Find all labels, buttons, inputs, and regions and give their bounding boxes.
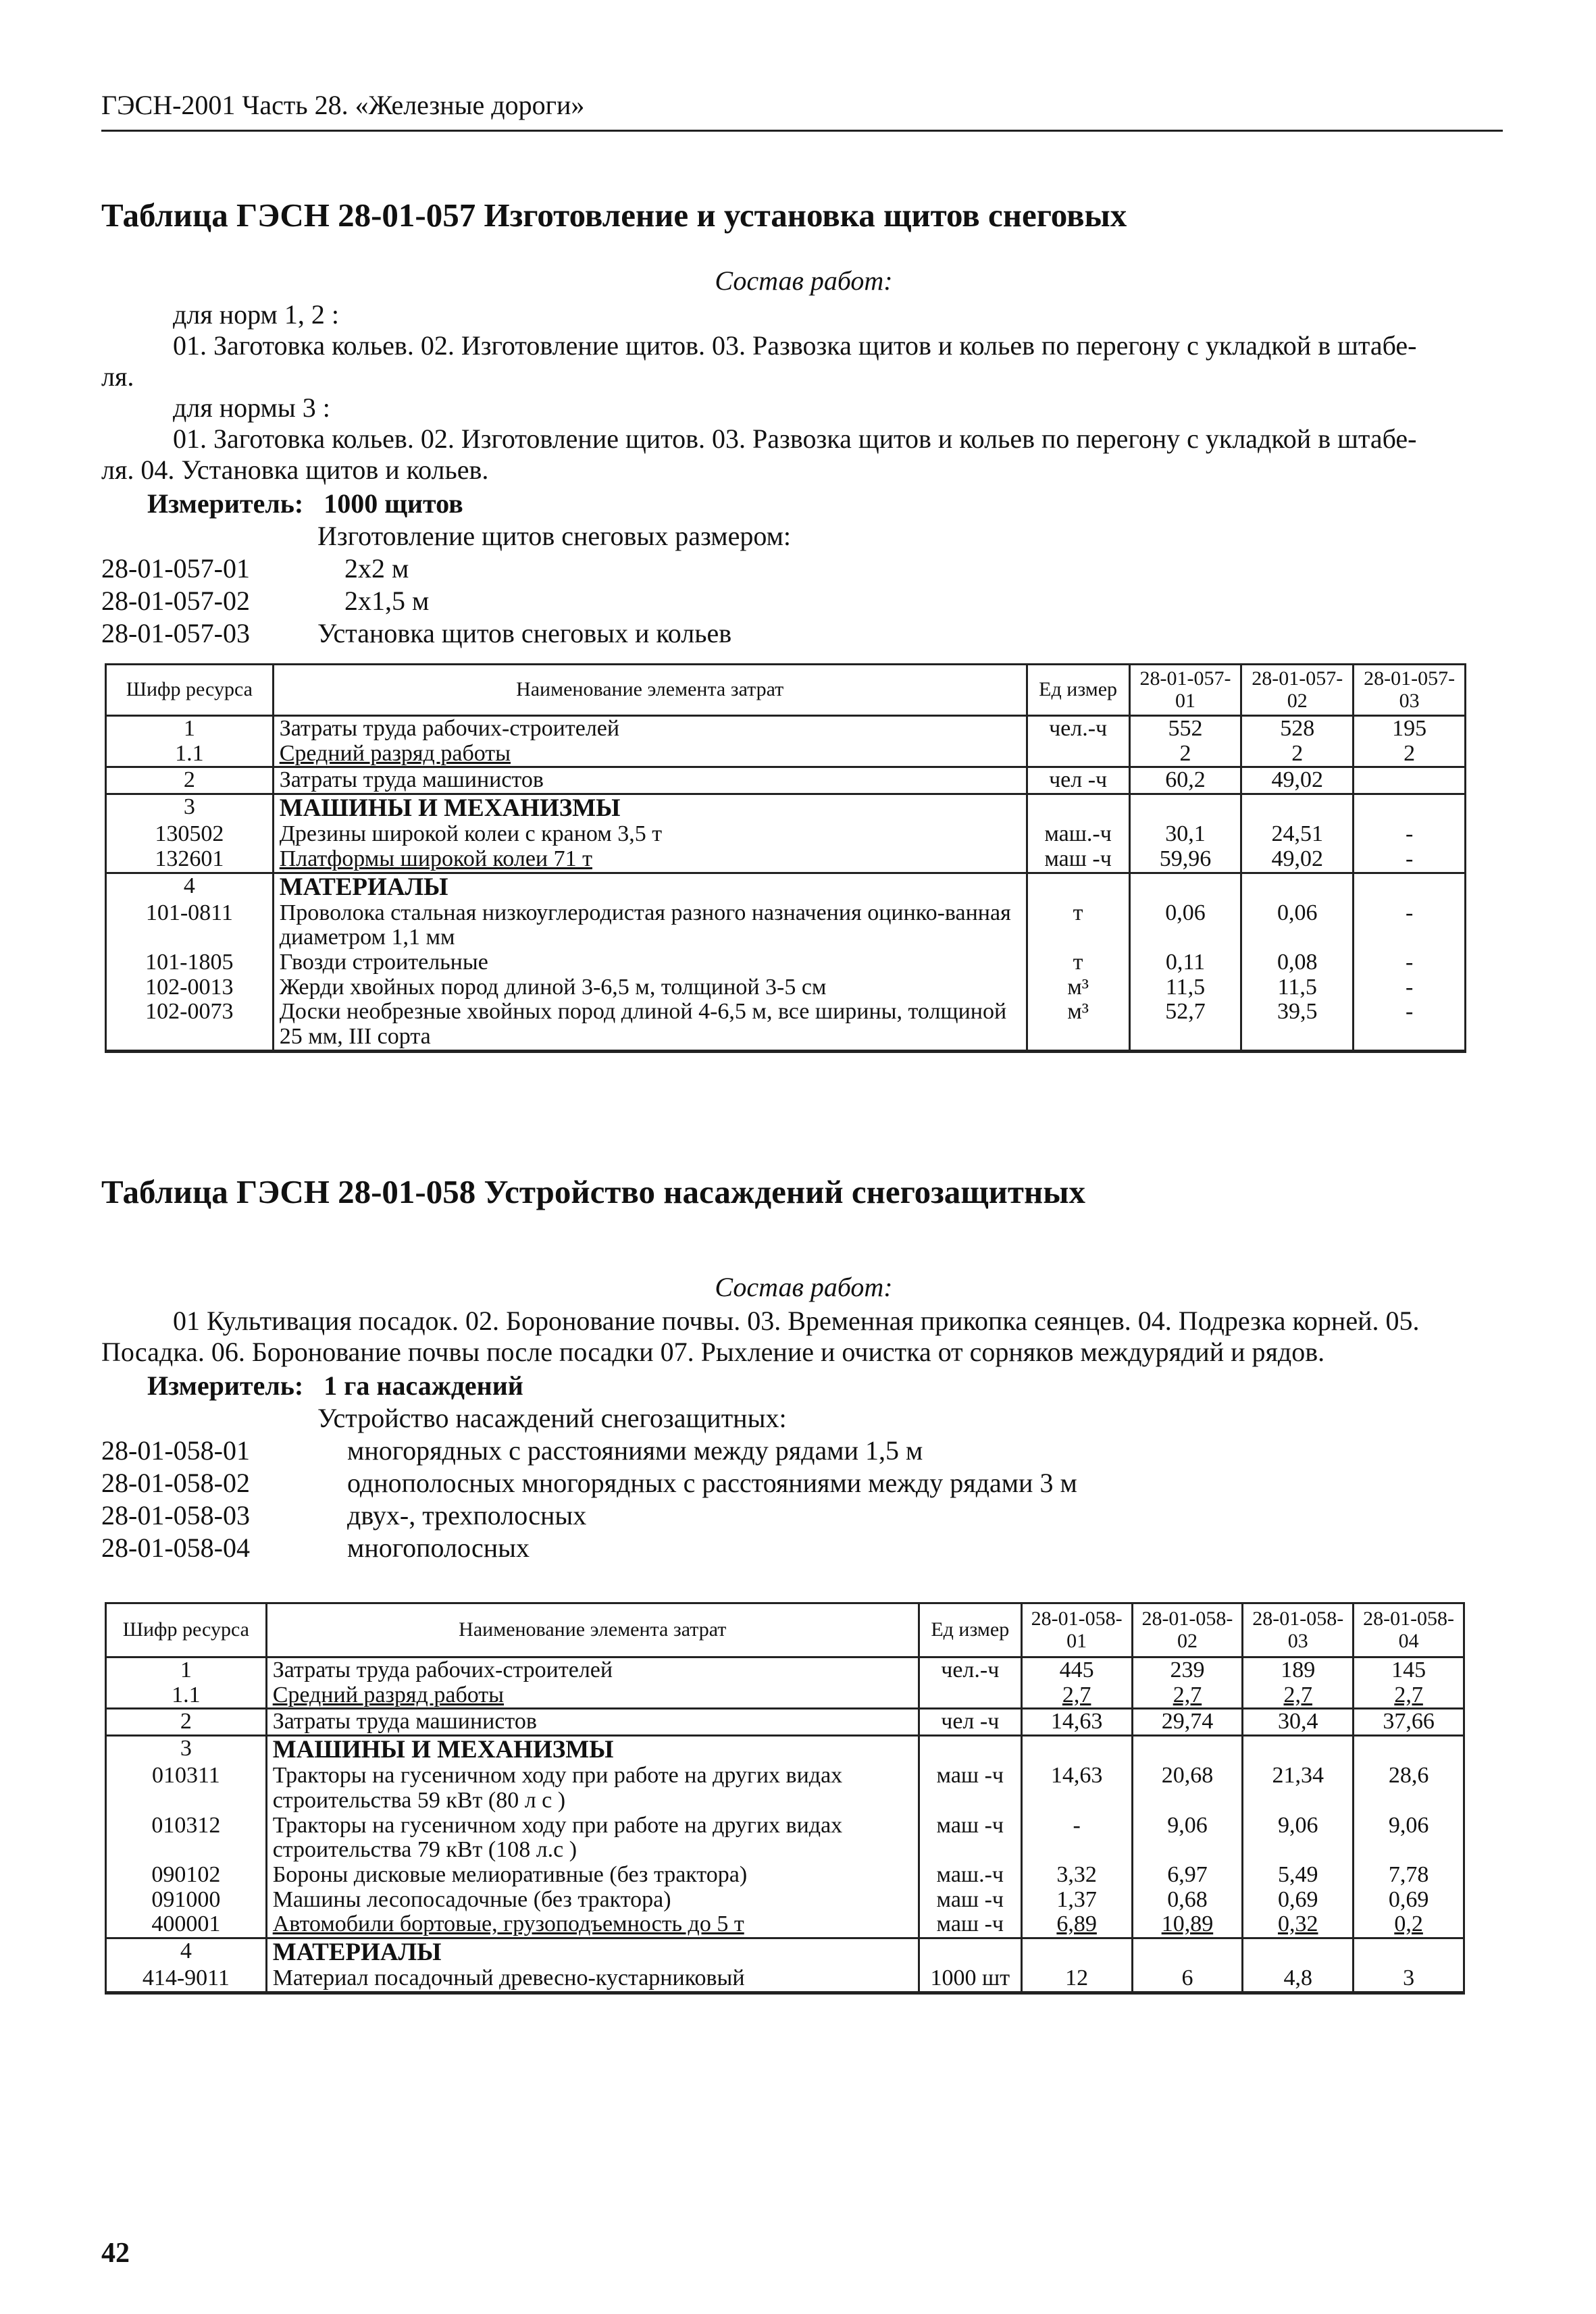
cell-value: 24,51 (1241, 822, 1354, 847)
cell-name: Доски необрезные хвойных пород длиной 4-6,5 м, все ширины, толщиной 25 мм, III сорта (273, 1000, 1027, 1051)
cell-code: 414-9011 (106, 1966, 267, 1992)
group-heading: Устройство насаждений снегозащитных: (317, 1403, 787, 1433)
cell-value: 20,68 (1132, 1764, 1243, 1813)
table-title: Таблица ГЭСН 28-01-057 Изготовление и установка щитов снеговых (101, 197, 1127, 234)
table-row (106, 1683, 1464, 1709)
table-row (106, 847, 1466, 873)
section-title: МАШИНЫ И МЕХАНИЗМЫ (266, 1736, 919, 1764)
cell-value: 2,7 (1354, 1683, 1464, 1709)
table-row (106, 1888, 1464, 1913)
cell-unit: 1000 шт (919, 1966, 1021, 1992)
norm-code: 28-01-057-01 (101, 553, 250, 584)
cell-code: 101-1805 (106, 950, 274, 975)
cell-code: 102-0013 (106, 975, 274, 1000)
works-heading: Состав работ: (715, 1272, 893, 1302)
cell-code: 101-0811 (106, 901, 274, 950)
cell-name: Средний разряд работы (266, 1683, 919, 1709)
cell-value: 30,4 (1243, 1709, 1354, 1736)
cell-value: 445 (1021, 1657, 1132, 1683)
cell-value: 0,69 (1354, 1888, 1464, 1913)
cell-value: - (1354, 847, 1466, 873)
cell-name: Гвозди строительные (273, 950, 1027, 975)
cell-value: 37,66 (1354, 1709, 1464, 1736)
table-row (106, 767, 1466, 794)
header-norm: 28-01-058-03 (1243, 1603, 1354, 1657)
resource-table (105, 663, 1466, 1053)
cell-code: 090102 (106, 1863, 267, 1888)
norm-code: 28-01-058-01 (101, 1435, 250, 1466)
resource-table (105, 1602, 1465, 1995)
works-text: Посадка. 06. Боронование почвы после посадки 07. Рыхление и очистка от сорняков междурядий и рядов. (101, 1337, 1325, 1367)
cell-value: 195 (1354, 716, 1466, 742)
cell-value: - (1354, 1000, 1466, 1051)
cell-code: 010312 (106, 1814, 267, 1863)
table-row (106, 1863, 1464, 1888)
table-row (106, 1966, 1464, 1992)
cell-value: 5,49 (1243, 1863, 1354, 1888)
cell-unit: т (1027, 950, 1129, 975)
cell-value (1354, 767, 1466, 794)
table-row (106, 901, 1466, 950)
header-name: Наименование элемента затрат (266, 1603, 919, 1657)
cell-value: 21,34 (1243, 1764, 1354, 1813)
cell-value: 6,89 (1021, 1912, 1132, 1938)
cell-code: 3 (106, 794, 274, 822)
cell-value: 0,06 (1129, 901, 1241, 950)
header-norm: 28-01-058-04 (1354, 1603, 1464, 1657)
cell-value: 145 (1354, 1657, 1464, 1683)
norm-code: 28-01-058-03 (101, 1500, 250, 1531)
cell-name: Платформы широкой колеи 71 т (273, 847, 1027, 873)
cell-value: 49,02 (1241, 767, 1354, 794)
norm-code: 28-01-057-02 (101, 586, 250, 616)
cell-value: 11,5 (1241, 975, 1354, 1000)
cell-value: 3 (1354, 1966, 1464, 1992)
cell-unit: маш -ч (919, 1912, 1021, 1938)
page-number: 42 (101, 2238, 130, 2269)
cell-value: 11,5 (1129, 975, 1241, 1000)
cell-name: Тракторы на гусеничном ходу при работе на других видах строительства 79 кВт (108 л.с ) (266, 1814, 919, 1863)
cell-code: 1.1 (106, 742, 274, 767)
cell-value: - (1021, 1814, 1132, 1863)
norm-desc: Установка щитов снеговых и кольев (317, 618, 732, 648)
section-row (106, 794, 1466, 822)
header-name: Наименование элемента затрат (273, 665, 1027, 716)
table-row (106, 1764, 1464, 1813)
cell-name: Автомобили бортовые, грузоподъемность до 5 т (266, 1912, 919, 1938)
works-heading: Состав работ: (715, 265, 893, 296)
cell-value: 52,7 (1129, 1000, 1241, 1051)
section-row (106, 873, 1466, 900)
cell-name: Тракторы на гусеничном ходу при работе на других видах строительства 59 кВт (80 л с ) (266, 1764, 919, 1813)
cell-unit: маш -ч (1027, 847, 1129, 873)
norm-desc: многорядных с расстояниями между рядами 1,5 м (347, 1435, 923, 1466)
header-norm: 28-01-058-01 (1021, 1603, 1132, 1657)
cell-value: 10,89 (1132, 1912, 1243, 1938)
cell-name: Средний разряд работы (273, 742, 1027, 767)
norm-desc: однополосных многорядных с расстояниями между рядами 3 м (347, 1468, 1077, 1498)
table-row (106, 1814, 1464, 1863)
norm-code: 28-01-058-02 (101, 1468, 250, 1498)
table-row (106, 1709, 1464, 1736)
cell-code: 2 (106, 1709, 267, 1736)
cell-value: 9,06 (1132, 1814, 1243, 1863)
cell-code: 1.1 (106, 1683, 267, 1709)
cell-value: 12 (1021, 1966, 1132, 1992)
cell-value: 39,5 (1241, 1000, 1354, 1051)
cell-value: 0,68 (1132, 1888, 1243, 1913)
cell-value: 0,32 (1243, 1912, 1354, 1938)
table-row (106, 1657, 1464, 1683)
cell-value: 14,63 (1021, 1764, 1132, 1813)
cell-unit: м³ (1027, 975, 1129, 1000)
table-row (106, 1912, 1464, 1938)
works-text: ля. 04. Установка щитов и кольев. (101, 455, 489, 485)
cell-value: 1,37 (1021, 1888, 1132, 1913)
works-text: 01. Заготовка кольев. 02. Изготовление щитов. 03. Развозка щитов и кольев по перегону с укладкой в штабе- (173, 330, 1417, 361)
cell-name: Бороны дисковые мелиоративные (без трактора) (266, 1863, 919, 1888)
meter-label: Измеритель: (147, 1370, 304, 1401)
header-norm: 28-01-058-02 (1132, 1603, 1243, 1657)
norm-desc: 2х1,5 м (344, 586, 430, 616)
cell-name: Дрезины широкой колеи с краном 3,5 т (273, 822, 1027, 847)
norm-desc: 2х2 м (344, 553, 409, 584)
norm-desc: двух-, трехполосных (347, 1500, 587, 1531)
cell-value: - (1354, 950, 1466, 975)
table-row (106, 1000, 1466, 1051)
cell-code: 130502 (106, 822, 274, 847)
header-code: Шифр ресурса (106, 665, 274, 716)
header-code: Шифр ресурса (106, 1603, 267, 1657)
cell-code: 4 (106, 1938, 267, 1966)
norm-code: 28-01-057-03 (101, 618, 250, 648)
table-title: Таблица ГЭСН 28-01-058 Устройство насаждений снегозащитных (101, 1173, 1085, 1210)
cell-value: 0,2 (1354, 1912, 1464, 1938)
cell-code: 010311 (106, 1764, 267, 1813)
cell-value: 2,7 (1243, 1683, 1354, 1709)
group-heading: Изготовление щитов снеговых размером: (317, 521, 792, 551)
meter-value: 1000 щитов (324, 488, 463, 519)
cell-value: 6 (1132, 1966, 1243, 1992)
meter-line (147, 1370, 523, 1402)
norms-label: для норм 1, 2 : (173, 299, 339, 330)
cell-name: Затраты труда рабочих-строителей (273, 716, 1027, 742)
cell-unit: маш -ч (919, 1888, 1021, 1913)
section-row (106, 1736, 1464, 1764)
cell-value: 0,69 (1243, 1888, 1354, 1913)
cell-name: Жерди хвойных пород длиной 3-6,5 м, толщиной 3-5 см (273, 975, 1027, 1000)
header-norm: 28-01-057-02 (1241, 665, 1354, 716)
cell-value: 2,7 (1021, 1683, 1132, 1709)
cell-unit: маш -ч (919, 1814, 1021, 1863)
cell-value: 528 (1241, 716, 1354, 742)
cell-unit: маш -ч (919, 1764, 1021, 1813)
cell-unit: маш.-ч (1027, 822, 1129, 847)
cell-value: 9,06 (1354, 1814, 1464, 1863)
norm-code: 28-01-058-04 (101, 1533, 250, 1563)
table-row (106, 742, 1466, 767)
table-row (106, 716, 1466, 742)
cell-value: 239 (1132, 1657, 1243, 1683)
cell-value: 49,02 (1241, 847, 1354, 873)
cell-value: - (1354, 822, 1466, 847)
running-head: ГЭСН-2001 Часть 28. «Железные дороги» (101, 90, 585, 120)
cell-code: 132601 (106, 847, 274, 873)
cell-name: Затраты труда машинистов (266, 1709, 919, 1736)
cell-code: 1 (106, 1657, 267, 1683)
cell-value: 2 (1241, 742, 1354, 767)
cell-value: - (1354, 975, 1466, 1000)
cell-code: 091000 (106, 1888, 267, 1913)
meter-value: 1 га насаждений (324, 1370, 523, 1401)
works-text: 01 Культивация посадок. 02. Боронование почвы. 03. Временная прикопка сеянцев. 04. Подрезка корней. 05. (173, 1306, 1420, 1336)
works-text: 01. Заготовка кольев. 02. Изготовление щитов. 03. Развозка щитов и кольев по перегону с укладкой в штабе- (173, 423, 1417, 454)
cell-value: 0,06 (1241, 901, 1354, 950)
cell-code: 2 (106, 767, 274, 794)
cell-unit: чел.-ч (1027, 716, 1129, 742)
cell-value: 2 (1354, 742, 1466, 767)
works-text: ля. (101, 361, 134, 392)
header-norm: 28-01-057-03 (1354, 665, 1466, 716)
section-title: МАТЕРИАЛЫ (266, 1938, 919, 1966)
cell-unit: маш.-ч (919, 1863, 1021, 1888)
cell-unit: чел.-ч (919, 1657, 1021, 1683)
meter-line (147, 488, 463, 519)
cell-unit: т (1027, 901, 1129, 950)
cell-value: 0,08 (1241, 950, 1354, 975)
meter-label: Измеритель: (147, 488, 304, 519)
cell-code: 3 (106, 1736, 267, 1764)
cell-value: 9,06 (1243, 1814, 1354, 1863)
cell-name: Затраты труда машинистов (273, 767, 1027, 794)
section-row (106, 1938, 1464, 1966)
table-row (106, 822, 1466, 847)
section-title: МАШИНЫ И МЕХАНИЗМЫ (273, 794, 1027, 822)
cell-value: 59,96 (1129, 847, 1241, 873)
cell-unit: чел -ч (919, 1709, 1021, 1736)
cell-code: 400001 (106, 1912, 267, 1938)
cell-value: 552 (1129, 716, 1241, 742)
norms-label: для нормы 3 : (173, 392, 330, 423)
cell-value: 0,11 (1129, 950, 1241, 975)
header-rule (101, 130, 1503, 132)
cell-code: 1 (106, 716, 274, 742)
cell-unit: чел -ч (1027, 767, 1129, 794)
cell-value: 7,78 (1354, 1863, 1464, 1888)
table-row (106, 975, 1466, 1000)
cell-value: 29,74 (1132, 1709, 1243, 1736)
cell-value: 6,97 (1132, 1863, 1243, 1888)
cell-code: 102-0073 (106, 1000, 274, 1051)
header-unit: Ед измер (919, 1603, 1021, 1657)
table-row (106, 950, 1466, 975)
cell-value: 189 (1243, 1657, 1354, 1683)
cell-value: 14,63 (1021, 1709, 1132, 1736)
cell-unit (919, 1683, 1021, 1709)
cell-value: - (1354, 901, 1466, 950)
cell-value: 2 (1129, 742, 1241, 767)
section-title: МАТЕРИАЛЫ (273, 873, 1027, 900)
cell-name: Машины лесопосадочные (без трактора) (266, 1888, 919, 1913)
cell-value: 3,32 (1021, 1863, 1132, 1888)
header-norm: 28-01-057-01 (1129, 665, 1241, 716)
cell-value: 2,7 (1132, 1683, 1243, 1709)
cell-code: 4 (106, 873, 274, 900)
cell-value: 60,2 (1129, 767, 1241, 794)
cell-value: 28,6 (1354, 1764, 1464, 1813)
cell-name: Материал посадочный древесно-кустарниковый (266, 1966, 919, 1992)
cell-unit (1027, 742, 1129, 767)
norm-desc: многополосных (347, 1533, 530, 1563)
cell-unit: м³ (1027, 1000, 1129, 1051)
header-unit: Ед измер (1027, 665, 1129, 716)
cell-value: 4,8 (1243, 1966, 1354, 1992)
cell-name: Затраты труда рабочих-строителей (266, 1657, 919, 1683)
cell-value: 30,1 (1129, 822, 1241, 847)
cell-name: Проволока стальная низкоуглеродистая разного назначения оцинко-ванная диаметром 1,1 мм (273, 901, 1027, 950)
